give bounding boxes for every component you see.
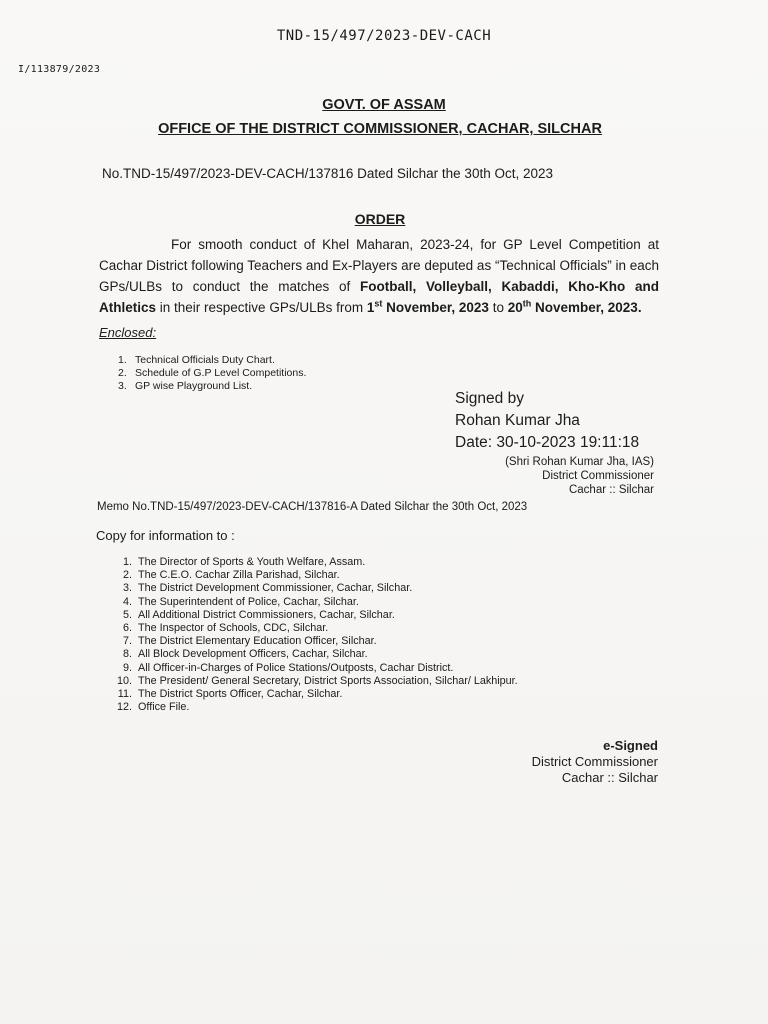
list-item: 3. The District Development Commissioner, Cachar, Silchar. <box>122 582 413 595</box>
digital-signature-date: Date: 30-10-2023 19:11:18 <box>455 434 640 451</box>
signatory-designation: District Commissioner <box>542 470 654 482</box>
list-item: 6. The Inspector of Schools, CDC, Silchar. <box>122 622 329 635</box>
list-item: 5. All Additional District Commissioners, Cachar, Silchar. <box>122 608 395 621</box>
list-item: 7. The District Elementary Education Officer, Silchar. <box>122 635 377 648</box>
order-heading: ORDER <box>354 211 406 227</box>
office-title: OFFICE OF THE DISTRICT COMMISSIONER, CACHAR, SILCHAR <box>158 121 602 137</box>
order-body-to: to <box>488 300 508 315</box>
enclosure-list <box>118 354 306 393</box>
date-to: 20th November, 2023. <box>507 298 642 315</box>
esign-designation: District Commissioner <box>531 754 658 769</box>
copy-heading: Copy for information to : <box>96 528 235 543</box>
govt-title: GOVT. OF ASSAM <box>322 97 446 113</box>
list-item: 1. Technical Officials Duty Chart. <box>118 354 275 366</box>
order-body-text-2: in their respective GPs/ULBs from <box>156 300 367 315</box>
receipt-number: I/113879/2023 <box>18 64 101 75</box>
list-item: 8. All Block Development Officers, Cachar, Silchar. <box>122 648 368 661</box>
list-item: 11. The District Sports Officer, Cachar, Silchar. <box>117 688 343 701</box>
list-item: 4. The Superintendent of Police, Cachar, Silchar. <box>122 595 359 608</box>
esigned-label: e-Signed <box>603 738 658 753</box>
signatory-block <box>505 455 654 497</box>
order-number: No.TND-15/497/2023-DEV-CACH/137816 Dated Silchar the 30th Oct, 2023 <box>102 166 553 181</box>
order-body <box>99 234 659 318</box>
list-item: 2. The C.E.O. Cachar Zilla Parishad, Silchar. <box>122 569 340 582</box>
memo-number: Memo No.TND-15/497/2023-DEV-CACH/137816-A Dated Silchar the 30th Oct, 2023 <box>97 501 528 513</box>
date-from: 1st November, 2023 <box>366 298 489 315</box>
list-item: 10. The President/ General Secretary, District Sports Association, Silchar/ Lakhipur. <box>116 674 518 687</box>
copy-list <box>110 556 518 714</box>
order-body-text-1: For smooth conduct of Khel Maharan, 2023-24, for GP Level Competition at Cachar District following Teachers and Ex-Players are deputed as “Technical Officials” in each GPs/ULBs to conduct the matches of <box>99 237 660 294</box>
list-item: 3. GP wise Playground List. <box>118 380 253 392</box>
esign-block <box>532 738 658 786</box>
list-item: 1. The Director of Sports & Youth Welfare, Assam. <box>122 556 366 568</box>
list-item: 9. All Officer-in-Charges of Police Stations/Outposts, Cachar District. <box>122 661 454 674</box>
digital-signature-label: Signed by <box>455 390 524 407</box>
signatory-name: (Shri Rohan Kumar Jha, IAS) <box>505 456 654 468</box>
list-item: 2. Schedule of G.P Level Competitions. <box>118 367 307 379</box>
file-reference: TND-15/497/2023-DEV-CACH <box>276 28 492 44</box>
digital-signature-name: Rohan Kumar Jha <box>455 412 580 429</box>
list-item: 12. Office File. <box>116 701 190 714</box>
esign-place: Cachar :: Silchar <box>561 770 658 785</box>
sports-list: Football, Volleyball, Kabaddi, Kho-Kho and Athletics <box>99 279 659 315</box>
enclosed-label: Enclosed: <box>99 325 157 340</box>
signatory-place: Cachar :: Silchar <box>568 484 654 496</box>
